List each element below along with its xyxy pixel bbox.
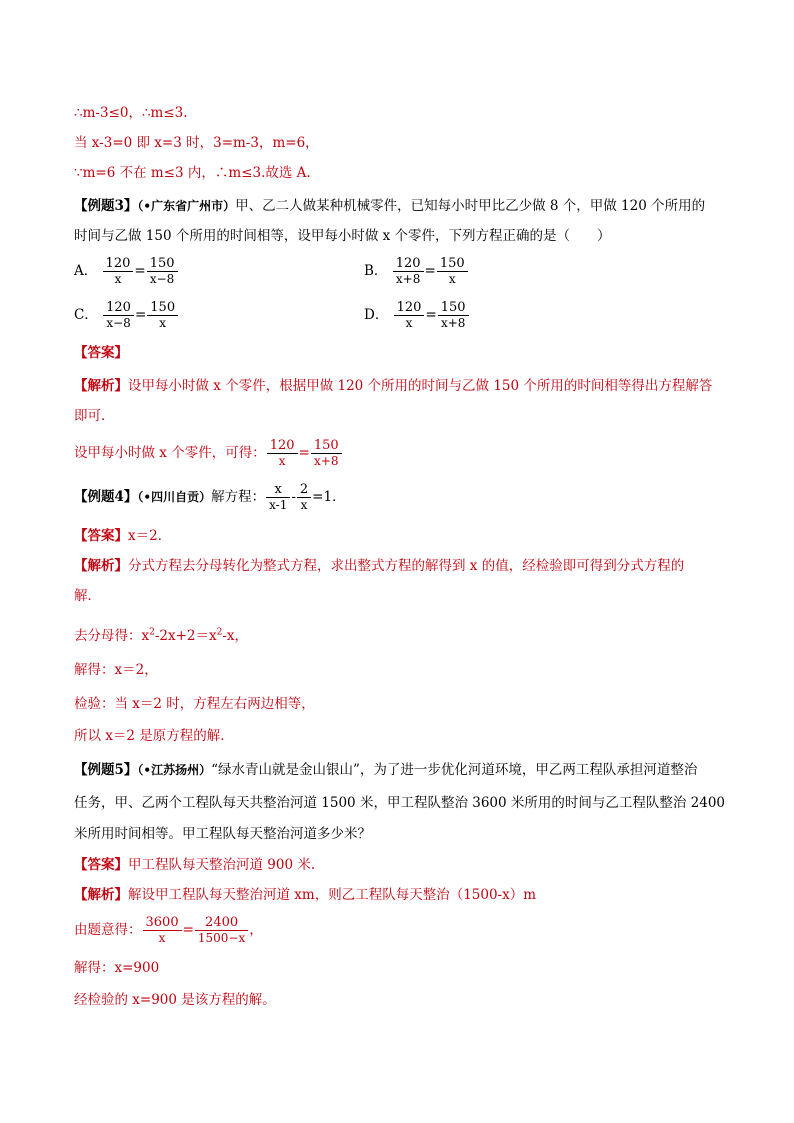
example-3-equation: 设甲每小时做 x 个零件，可得： $\frac{120}{x}$ = $\frac{150}{x+8}$: [74, 436, 343, 470]
example-5-equation: 由题意得： $\frac{3600}{x}$ = $\frac{2400}{1500-x}$ ，: [74, 915, 263, 945]
example-5-source: （•江苏扬州）: [137, 763, 212, 777]
option-a-label: A．: [74, 263, 98, 279]
fraction: $\frac{150}{x-8}$: [147, 256, 178, 287]
fraction: $\frac{2400}{1500-x}$: [195, 915, 248, 946]
example-4-answer: 【答案】x＝2．: [74, 528, 172, 544]
option-d: D． $\frac{120}{x}$ = $\frac{150}{x+8}$: [364, 298, 470, 332]
option-c-label: C．: [74, 307, 98, 323]
example-5-question-line-3: 米所用时间相等。甲工程队每天整治河道多少米？: [74, 826, 371, 842]
fraction: $\frac{120}{x}$: [394, 300, 425, 331]
example-3-text: 甲、乙二人做某种机械零件，已知每小时甲比乙少做 8 个，甲做 120 个所用的: [235, 198, 706, 214]
fraction: $\frac{150}{x}$: [147, 300, 178, 331]
fraction: $\frac{120}{x}$: [103, 256, 134, 287]
example-4-step-2: 解得：x＝2，: [74, 662, 158, 678]
example-5-question-line-2: 任务，甲、乙两个工程队每天共整治河道 1500 米，甲工程队整治 3600 米所用的时间与乙工程队整治 2400: [74, 795, 726, 811]
option-a: A． $\frac{120}{x}$ = $\frac{150}{x-8}$: [74, 254, 179, 288]
example-3-analysis-line-2: 即可．: [74, 408, 115, 424]
example-5-analysis: 【解析】解设甲工程队每天整治河道 xm，则乙工程队每天整治（1500-x）m: [74, 887, 537, 903]
example-4-analysis-line-2: 解．: [74, 588, 101, 604]
option-c: C． $\frac{120}{x-8}$ = $\frac{150}{x}$: [74, 298, 179, 332]
example-4-step-4: 所以 x＝2 是原方程的解．: [74, 728, 234, 744]
example-4-step-3: 检验：当 x＝2 时，方程左右两边相等，: [74, 696, 315, 712]
example-3-tag: 【例题3】: [74, 198, 138, 214]
example-5-question-line-1: 【例题5】（•江苏扬州）“绿水青山就是金山银山”，为了进一步优化河道环境，甲乙两工程队承担河道整治: [74, 762, 698, 778]
fraction: $\frac{2}{x}$: [297, 482, 311, 513]
example-5-check: 经检验的 x=900 是该方程的解。: [74, 992, 276, 1008]
example-3-source: （•广东省广州市）: [137, 199, 236, 213]
example-5-tag: 【例题5】: [74, 762, 138, 778]
example-4-tag: 【例题4】: [74, 489, 138, 505]
option-d-label: D．: [364, 307, 389, 323]
example-5-solve: 解得：x=900: [74, 960, 160, 976]
example-4-question: 【例题4】（•四川自贡）解方程： $\frac{x}{x-1}$ - $\frac{2}{x}$ =1．: [74, 482, 346, 512]
example-3-question-line-1: [74, 196, 705, 216]
fraction: $\frac{150}{x+8}$: [311, 438, 342, 469]
fraction: $\frac{120}{x+8}$: [393, 256, 424, 287]
fraction: $\frac{150}{x+8}$: [438, 300, 469, 331]
solution-line-3: ∵m=6 不在 m≤3 内，∴m≤3.故选 A.: [74, 165, 311, 181]
example-3-question-line-2: 时间与乙做 150 个所用的时间相等，设甲每小时做 x 个零件，下列方程正确的是（ ）: [74, 228, 611, 244]
example-4-analysis-line-1: 【解析】分式方程去分母转化为整式方程，求出整式方程的解得到 x 的值，经检验即可得到分式方程的: [74, 558, 685, 574]
example-3-analysis-tag: 【解析】: [74, 378, 128, 394]
fraction: $\frac{150}{x}$: [437, 256, 468, 287]
solution-line-2: 当 x-3=0 即 x=3 时，3=m-3，m=6，: [74, 135, 319, 151]
option-b-label: B．: [364, 263, 388, 279]
example-3-analysis-text: 设甲每小时做 x 个零件，根据甲做 120 个所用的时间与乙做 150 个所用的时间相等得出方程解答: [128, 378, 713, 394]
option-b: B． $\frac{120}{x+8}$ = $\frac{150}{x}$: [364, 254, 469, 288]
fraction: $\frac{3600}{x}$: [143, 915, 182, 946]
example-3-answer-tag: 【答案】: [74, 345, 128, 361]
example-5-answer: 【答案】甲工程队每天整治河道 900 米.: [74, 857, 316, 873]
fraction: $\frac{x}{x-1}$: [266, 482, 290, 513]
example-3-analysis-line-1: [74, 376, 712, 396]
solution-line-1: ∴m-3≤0，∴m≤3.: [74, 105, 188, 121]
fraction: $\frac{120}{x}$: [267, 438, 298, 469]
example-4-step-1: 去分母得：$x^2-2x+2=x^2-x$，: [74, 627, 249, 644]
example-4-source: （•四川自贡）: [137, 490, 212, 504]
fraction: $\frac{120}{x-8}$: [103, 300, 134, 331]
